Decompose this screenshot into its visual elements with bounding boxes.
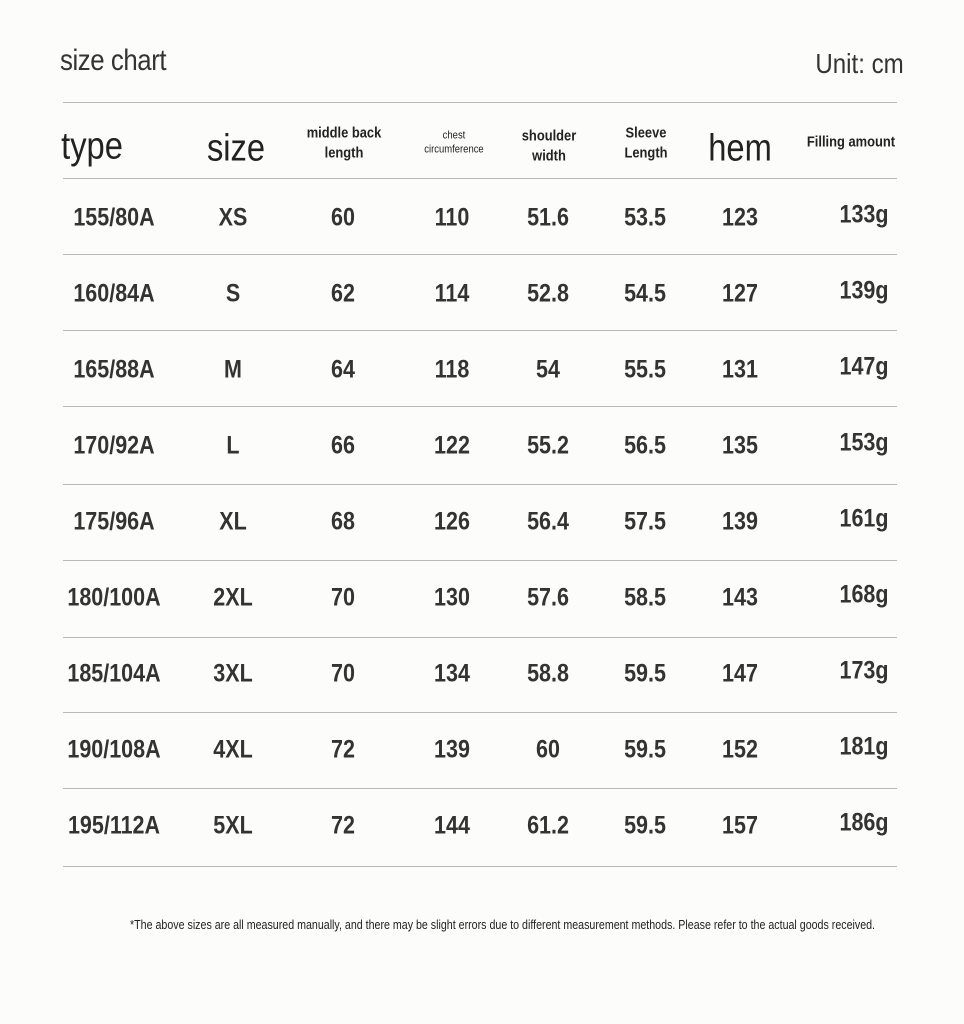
cell-shoulder-width: 57.6	[527, 583, 569, 612]
table-divider	[63, 178, 897, 179]
header-shoulder-width: shoulder width	[521, 127, 577, 164]
cell-shoulder-width: 51.6	[527, 203, 569, 232]
cell-sleeve-length: 53.5	[624, 203, 666, 232]
cell-size: 4XL	[213, 735, 253, 764]
cell-size: 2XL	[213, 583, 253, 612]
cell-shoulder-width: 60	[536, 735, 560, 764]
cell-size: XS	[218, 203, 248, 232]
table-divider	[63, 560, 897, 561]
cell-sleeve-length: 59.5	[624, 735, 666, 764]
cell-chest-circumference: 134	[434, 659, 470, 688]
cell-chest-circumference: 130	[434, 583, 470, 612]
cell-middle-back-length: 70	[331, 659, 355, 688]
table-divider	[63, 866, 897, 867]
cell-sleeve-length: 54.5	[624, 279, 666, 308]
cell-size: 3XL	[213, 659, 253, 688]
cell-middle-back-length: 72	[331, 811, 355, 840]
table-divider	[63, 484, 897, 485]
cell-sleeve-length: 58.5	[624, 583, 666, 612]
cell-filling-amount: 161g	[839, 504, 889, 533]
cell-type: 175/96A	[73, 507, 155, 536]
cell-chest-circumference: 110	[434, 203, 470, 232]
footnote: *The above sizes are all measured manually, and there may be slight errors due to different measurement methods. Please refer to the actual goods received.	[130, 917, 876, 932]
cell-middle-back-length: 70	[331, 583, 355, 612]
cell-shoulder-width: 52.8	[527, 279, 569, 308]
cell-type: 195/112A	[67, 811, 161, 840]
cell-hem: 157	[722, 811, 758, 840]
cell-filling-amount: 173g	[839, 656, 889, 685]
cell-size: S	[225, 279, 241, 308]
cell-chest-circumference: 122	[434, 431, 470, 460]
header-middle-back-length: middle back length	[306, 124, 382, 161]
table-divider	[63, 254, 897, 255]
cell-sleeve-length: 57.5	[624, 507, 666, 536]
cell-chest-circumference: 139	[434, 735, 470, 764]
cell-type: 185/104A	[67, 659, 161, 688]
cell-hem: 152	[722, 735, 758, 764]
cell-type: 160/84A	[73, 279, 155, 308]
header-chest-circumference: chest circumference	[424, 129, 484, 156]
cell-shoulder-width: 56.4	[527, 507, 569, 536]
cell-type: 165/88A	[73, 355, 155, 384]
cell-filling-amount: 139g	[839, 276, 889, 305]
cell-sleeve-length: 59.5	[624, 659, 666, 688]
cell-size: XL	[219, 507, 247, 536]
cell-shoulder-width: 55.2	[527, 431, 569, 460]
cell-filling-amount: 186g	[839, 808, 889, 837]
table-divider	[63, 102, 897, 103]
cell-type: 170/92A	[73, 431, 155, 460]
cell-chest-circumference: 114	[434, 279, 470, 308]
cell-size: 5XL	[213, 811, 253, 840]
cell-type: 180/100A	[67, 583, 161, 612]
cell-filling-amount: 168g	[839, 580, 889, 609]
cell-hem: 123	[722, 203, 758, 232]
cell-type: 190/108A	[67, 735, 161, 764]
cell-type: 155/80A	[73, 203, 155, 232]
cell-filling-amount: 153g	[839, 428, 889, 457]
cell-filling-amount: 133g	[839, 200, 889, 229]
cell-middle-back-length: 60	[331, 203, 355, 232]
table-divider	[63, 406, 897, 407]
table-divider	[63, 637, 897, 638]
cell-chest-circumference: 126	[434, 507, 470, 536]
cell-middle-back-length: 64	[331, 355, 355, 384]
cell-filling-amount: 147g	[839, 352, 889, 381]
table-divider	[63, 330, 897, 331]
cell-sleeve-length: 55.5	[624, 355, 666, 384]
page-title: size chart	[60, 44, 167, 77]
cell-middle-back-length: 72	[331, 735, 355, 764]
cell-sleeve-length: 59.5	[624, 811, 666, 840]
header-hem: hem	[708, 127, 772, 170]
cell-hem: 135	[722, 431, 758, 460]
cell-shoulder-width: 61.2	[527, 811, 569, 840]
table-divider	[63, 788, 897, 789]
cell-hem: 139	[722, 507, 758, 536]
header-type: type	[61, 125, 123, 168]
cell-middle-back-length: 66	[331, 431, 355, 460]
cell-chest-circumference: 118	[434, 355, 470, 384]
cell-sleeve-length: 56.5	[624, 431, 666, 460]
unit-label: Unit: cm	[815, 48, 904, 79]
cell-size: L	[226, 431, 240, 460]
cell-middle-back-length: 62	[331, 279, 355, 308]
header-sleeve-length: Sleeve Length	[624, 124, 668, 161]
cell-hem: 131	[722, 355, 758, 384]
cell-hem: 143	[722, 583, 758, 612]
header-filling-amount: Filling amount	[806, 133, 896, 151]
cell-filling-amount: 181g	[839, 732, 889, 761]
cell-middle-back-length: 68	[331, 507, 355, 536]
cell-size: M	[224, 355, 242, 384]
cell-chest-circumference: 144	[434, 811, 470, 840]
cell-hem: 127	[722, 279, 758, 308]
header-size: size	[206, 127, 266, 170]
table-divider	[63, 712, 897, 713]
cell-shoulder-width: 58.8	[527, 659, 569, 688]
cell-hem: 147	[722, 659, 758, 688]
cell-shoulder-width: 54	[536, 355, 560, 384]
